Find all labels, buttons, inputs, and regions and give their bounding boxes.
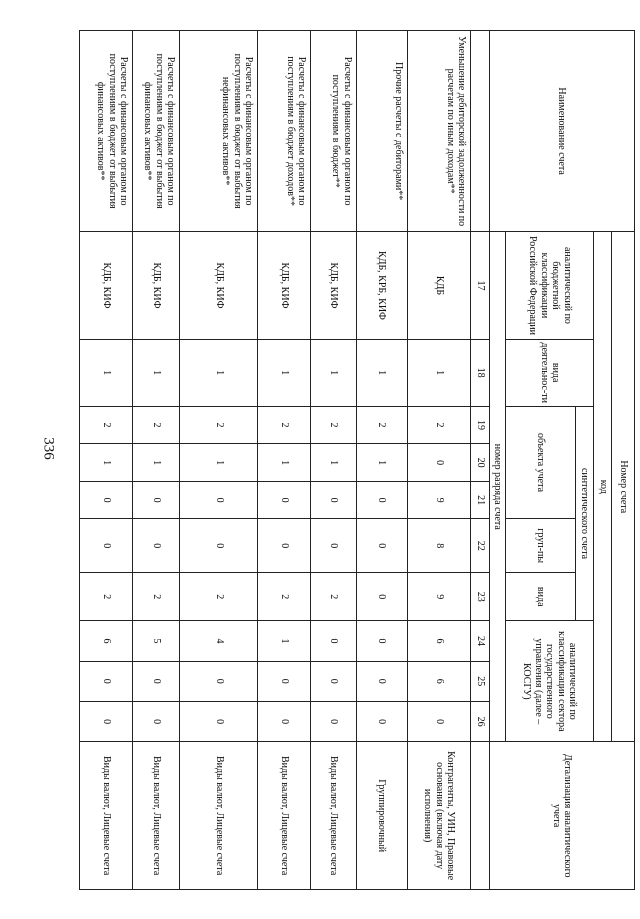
object-digit-19: 2 xyxy=(258,406,311,444)
digits-blank xyxy=(471,31,489,232)
kosgu-digit-26: 0 xyxy=(180,701,258,741)
account-name: Расчеты с финансовым органом по поступлениям в бюджет доходов** xyxy=(258,31,311,232)
table-row xyxy=(133,31,180,890)
group-code: 0 xyxy=(311,519,356,573)
kosgu-digit-25: 0 xyxy=(356,661,407,701)
object-digit-21: 9 xyxy=(407,481,470,519)
table-row xyxy=(80,31,133,890)
header-synthetic: синтетического счета xyxy=(575,406,593,621)
kosgu-digit-25: 0 xyxy=(258,661,311,701)
object-digit-19: 2 xyxy=(407,406,470,444)
account-name: Расчеты с финансовым органом по поступлениям в бюджет от выбытия финансовых активов** xyxy=(133,31,180,232)
kbk-code: КДБ, КИФ xyxy=(133,232,180,339)
object-digit-20: 1 xyxy=(180,444,258,482)
kind-code: 2 xyxy=(258,573,311,621)
header-number: Номер счета xyxy=(612,232,635,742)
object-digit-21: 0 xyxy=(80,481,133,519)
digit-17: 17 xyxy=(471,232,489,339)
kbk-code: КДБ, КИФ xyxy=(311,232,356,339)
digit-25: 25 xyxy=(471,661,489,701)
account-name: Расчеты с финансовым органом по поступлениям в бюджет от выбытия финансовых активов** xyxy=(80,31,133,232)
kosgu-digit-24: 4 xyxy=(180,621,258,661)
digit-22: 22 xyxy=(471,519,489,573)
kosgu-digit-24: 5 xyxy=(133,621,180,661)
object-digit-20: 1 xyxy=(133,444,180,482)
header-analytic-bk: аналитический по бюджетной классификации Российской Федерации xyxy=(506,232,594,339)
analytic-detail: Виды валют, Лицевые счета xyxy=(180,742,258,890)
object-digit-20: 1 xyxy=(80,444,133,482)
kind-code: 2 xyxy=(180,573,258,621)
kosgu-digit-24: 0 xyxy=(356,621,407,661)
group-code: 0 xyxy=(180,519,258,573)
kind-code: 2 xyxy=(311,573,356,621)
table-body xyxy=(80,31,635,890)
kosgu-digit-26: 0 xyxy=(407,701,470,741)
kosgu-digit-24: 0 xyxy=(311,621,356,661)
object-digit-20: 1 xyxy=(258,444,311,482)
object-digit-21: 0 xyxy=(180,481,258,519)
group-code: 0 xyxy=(133,519,180,573)
digit-23: 23 xyxy=(471,573,489,621)
kind-code: 2 xyxy=(133,573,180,621)
group-code: 8 xyxy=(407,519,470,573)
header-kosgu: аналитический по классификации сектора государственного управления (далее – КОСГУ) xyxy=(506,621,594,742)
object-digit-21: 0 xyxy=(133,481,180,519)
analytic-detail: Виды валют, Лицевые счета xyxy=(133,742,180,890)
object-digit-20: 1 xyxy=(311,444,356,482)
table-row xyxy=(407,31,470,890)
kosgu-digit-24: 6 xyxy=(407,621,470,661)
object-digit-19: 2 xyxy=(356,406,407,444)
object-digit-21: 0 xyxy=(258,481,311,519)
kosgu-digit-24: 1 xyxy=(258,621,311,661)
header-code: код xyxy=(594,232,612,742)
analytic-detail: Виды валют, Лицевые счета xyxy=(258,742,311,890)
header-detail: Детализация аналитического учета xyxy=(489,742,634,890)
kbk-code: КДБ, КИФ xyxy=(180,232,258,339)
kbk-code: КДБ xyxy=(407,232,470,339)
kbk-code: КДБ, КИФ xyxy=(258,232,311,339)
account-name: Уменьшение дебиторской задолженности по расчетам по иным доходам** xyxy=(407,31,470,232)
header-name: Наименование счета xyxy=(489,31,634,232)
activity-code: 1 xyxy=(80,339,133,406)
kosgu-digit-26: 0 xyxy=(356,701,407,741)
table-row xyxy=(356,31,407,890)
analytic-detail: Группировочный xyxy=(356,742,407,890)
digit-20: 20 xyxy=(471,444,489,482)
account-name: Расчеты с финансовым органом по поступлениям в бюджет от выбытия нефинансовых активов** xyxy=(180,31,258,232)
digit-21: 21 xyxy=(471,481,489,519)
digits-blank-detail xyxy=(471,742,489,890)
kosgu-digit-26: 0 xyxy=(80,701,133,741)
kosgu-digit-26: 0 xyxy=(133,701,180,741)
kosgu-digit-24: 6 xyxy=(80,621,133,661)
accounts-table xyxy=(79,30,635,890)
object-digit-19: 2 xyxy=(311,406,356,444)
digits-row xyxy=(471,31,489,890)
kosgu-digit-26: 0 xyxy=(311,701,356,741)
header-activity: вида деятельнос-ти xyxy=(506,339,594,406)
object-digit-20: 1 xyxy=(356,444,407,482)
kind-code: 2 xyxy=(80,573,133,621)
header-digit-number: номер разряда счета xyxy=(489,232,505,742)
kbk-code: КДБ, КРБ, КИФ xyxy=(356,232,407,339)
kosgu-digit-25: 0 xyxy=(311,661,356,701)
group-code: 0 xyxy=(356,519,407,573)
account-name: Расчеты с финансовым органом по поступлениям в бюджет** xyxy=(311,31,356,232)
analytic-detail: Виды валют, Лицевые счета xyxy=(311,742,356,890)
analytic-detail: Контрагенты, УИН, Правовые основания (включая дату исполнения) xyxy=(407,742,470,890)
kosgu-digit-25: 0 xyxy=(133,661,180,701)
activity-code: 1 xyxy=(407,339,470,406)
object-digit-21: 0 xyxy=(311,481,356,519)
digit-18: 18 xyxy=(471,339,489,406)
activity-code: 1 xyxy=(133,339,180,406)
group-code: 0 xyxy=(80,519,133,573)
kbk-code: КДБ, КИФ xyxy=(80,232,133,339)
page-number: 336 xyxy=(40,437,57,460)
header-object: объекта учета xyxy=(506,406,576,519)
object-digit-20: 0 xyxy=(407,444,470,482)
activity-code: 1 xyxy=(311,339,356,406)
table-row xyxy=(311,31,356,890)
header-kind: вида xyxy=(506,573,576,621)
table-row xyxy=(180,31,258,890)
object-digit-21: 0 xyxy=(356,481,407,519)
rotated-table-wrapper xyxy=(79,30,635,890)
analytic-detail: Виды валют, Лицевые счета xyxy=(80,742,133,890)
kosgu-digit-25: 0 xyxy=(80,661,133,701)
kind-code: 9 xyxy=(407,573,470,621)
kosgu-digit-25: 6 xyxy=(407,661,470,701)
kind-code: 0 xyxy=(356,573,407,621)
digit-26: 26 xyxy=(471,701,489,741)
object-digit-19: 2 xyxy=(133,406,180,444)
kosgu-digit-26: 0 xyxy=(258,701,311,741)
digit-19: 19 xyxy=(471,406,489,444)
activity-code: 1 xyxy=(180,339,258,406)
activity-code: 1 xyxy=(258,339,311,406)
table-row xyxy=(258,31,311,890)
account-name: Прочие расчеты с дебиторами** xyxy=(356,31,407,232)
activity-code: 1 xyxy=(356,339,407,406)
object-digit-19: 2 xyxy=(180,406,258,444)
digit-24: 24 xyxy=(471,621,489,661)
group-code: 0 xyxy=(258,519,311,573)
kosgu-digit-25: 0 xyxy=(180,661,258,701)
object-digit-19: 2 xyxy=(80,406,133,444)
header-group: груп-пы xyxy=(506,519,576,573)
